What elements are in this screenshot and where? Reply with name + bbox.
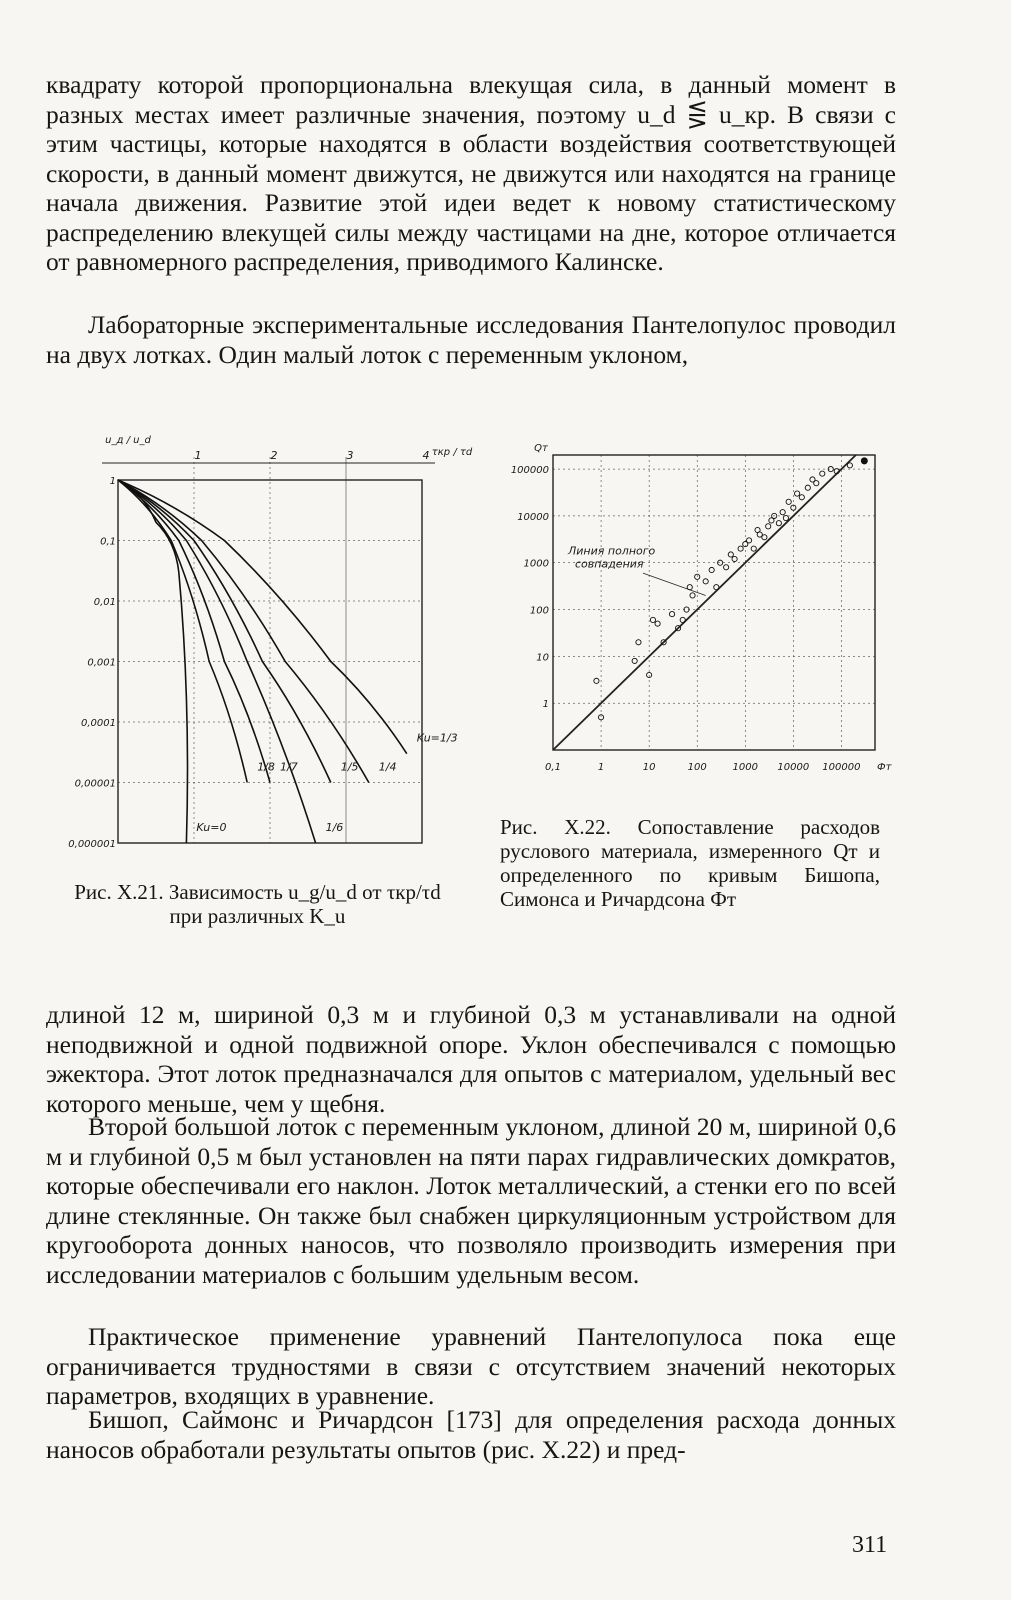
data-point (714, 585, 719, 590)
data-point (786, 499, 791, 504)
data-point (690, 593, 695, 598)
data-point (805, 485, 810, 490)
data-point (814, 481, 819, 486)
reference-line (553, 455, 856, 750)
y-tick-label: 1 (542, 699, 549, 711)
paragraph-bottom-3: Практическое применение уравнений Пантелопулоса пока еще ограничивается трудностями в связи с отсутствием значений некоторых параметров, входящих в уравнение. (46, 1322, 896, 1410)
page-number: 311 (852, 1532, 888, 1558)
annotation-leader (643, 573, 706, 595)
paragraph-top: квадрату которой пропорциональна влекущая сила, в данный момент в разных местах имеет различные значения, поэтому u_d ⋚ u_кр. В связи с этим частицы, которые находятся в области воздействия соответствующей скорости, в данный момент движутся, не движутся или находятся на границе начала движения. Развитие этой идеи ведет к новому статистическому распределению влекущей силы между частицами на дне, которое отличается от равномерного распределения, приводимого Калинске. (46, 70, 896, 276)
curve-Ku-1-3 (118, 480, 407, 754)
figure-22-caption: Рис. X.22. Сопоставление расходов руслового материала, измеренного Qт и определенного по кривым Бишопа, Симонса и Ричардсона Фт (500, 815, 880, 911)
x-axis-label: Фт (877, 762, 892, 773)
y-tick-label: 1000 (523, 558, 549, 570)
data-point (861, 458, 867, 464)
reference-line-label: Линия полного совпадения (568, 544, 656, 571)
data-point (724, 565, 729, 570)
paragraph-bottom-2: Второй большой лоток с переменным уклоном, длиной 20 м, шириной 0,6 м и глубиной 0,5 м был установлен на пяти парах гидравлических домкратов, которые обеспечивали его наклон. Лоток металлический, а стенки его по всей длине стеклянные. Он также был снабжен циркуляционным устройством для кругооборота донных наносов, что позволяло производить измерения при исследовании материалов с большим удельным весом. (46, 1112, 896, 1289)
data-point (766, 524, 771, 529)
curve-label: 1/7 (280, 760, 298, 774)
y-tick-label: 1 (109, 476, 116, 487)
data-point (594, 678, 599, 683)
curve-1-5 (118, 480, 331, 783)
x-tick-label: 3 (346, 449, 354, 462)
paragraph-top-2: Лабораторные экспериментальные исследования Пантелопулос проводил на двух лотках. Один малый лоток с переменным уклоном, (46, 310, 896, 369)
data-point (795, 491, 800, 496)
x-tick-label: 1000 (732, 762, 758, 773)
x-tick-label: 1 (597, 762, 605, 773)
y-tick-label: 0,0001 (81, 718, 116, 729)
x-tick-label: 1 (194, 449, 202, 462)
y-tick-label: 10 (536, 652, 549, 664)
data-point (680, 617, 685, 622)
curve-1-4 (118, 480, 369, 783)
x-tick-label: 100 (687, 762, 707, 773)
data-point (632, 658, 637, 663)
figure-22 (495, 440, 895, 780)
curve-label: 1/4 (378, 760, 397, 774)
data-point (669, 611, 674, 616)
data-point (709, 567, 714, 572)
figure-21-caption: Рис. X.21. Зависимость u_g/u_d от τкр/τd при различных K_u (74, 880, 441, 928)
data-point (746, 538, 751, 543)
data-point (732, 556, 737, 561)
data-point (636, 640, 641, 645)
data-point (762, 535, 767, 540)
data-point (751, 546, 756, 551)
figure-21 (60, 425, 473, 855)
paragraph-bottom-4: Бишоп, Саймонс и Ричардсон [173] для определения расхода донных наносов обработали результаты опытов (рис. X.22) и пред- (46, 1405, 896, 1464)
data-point (783, 515, 788, 520)
data-point (703, 579, 708, 584)
curve-label: 1/5 (340, 760, 359, 774)
x-tick-label: 10000 (777, 762, 810, 773)
x-tick-label: 4 (422, 449, 430, 462)
y-tick-label: 100000 (510, 465, 549, 477)
y-tick-label: 100 (529, 605, 549, 617)
data-point (650, 617, 655, 622)
data-point (687, 585, 692, 590)
y-tick-label: 0,001 (87, 657, 116, 669)
curve-label: 1/6 (325, 821, 344, 834)
y-axis-label: u_д / u_d (105, 435, 151, 446)
y-tick-label: 10000 (517, 511, 549, 523)
y-tick-label: 0,01 (93, 597, 116, 608)
y-axis-label: Qт (534, 443, 548, 454)
data-point (780, 510, 785, 515)
data-point (799, 495, 804, 500)
data-point (738, 546, 743, 551)
curve-label: Ku=0 (196, 821, 227, 834)
x-tick-label: 2 (270, 449, 278, 462)
x-axis-label: τкр / τd (431, 447, 473, 458)
data-point (655, 621, 660, 626)
x-tick-label: 100000 (822, 762, 861, 773)
y-tick-label: 0,00001 (74, 778, 116, 790)
x-tick-label: 10 (642, 762, 656, 773)
curve-label: Ku=1/3 (416, 731, 458, 745)
data-point (820, 471, 825, 476)
y-tick-label: 0,1 (100, 536, 116, 548)
curve-label: 1/8 (257, 760, 275, 774)
paragraph-bottom-1: длиной 12 м, шириной 0,3 м и глубиной 0,3 м устанавливали на одной неподвижной и одной подвижной опоре. Уклон обеспечивался с помощью эжектора. Этот лоток предназначался для опытов с материалом, удельный вес которого меньше, чем у щебня. (46, 1000, 896, 1118)
x-tick-label: 0,1 (545, 762, 561, 773)
y-tick-label: 0,000001 (68, 839, 116, 850)
data-point (728, 552, 733, 557)
data-point (776, 521, 781, 526)
data-point (847, 463, 852, 468)
